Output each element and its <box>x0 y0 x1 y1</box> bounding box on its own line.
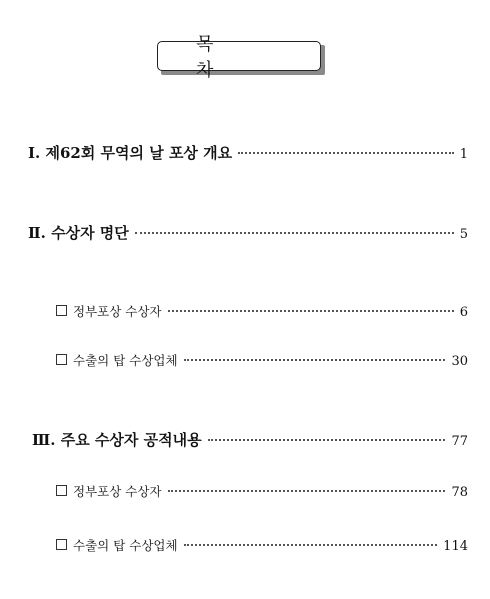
toc-entry-page: 1 <box>459 147 468 162</box>
toc-entry-section-2b[interactable] <box>56 351 468 369</box>
dot-leader <box>238 152 454 154</box>
checkbox-icon <box>56 539 67 550</box>
toc-entry-section-1[interactable] <box>28 142 468 163</box>
dot-leader <box>184 359 446 361</box>
toc-entry-label: 수출의 탑 수상업체 <box>73 353 178 368</box>
title-frame <box>157 34 321 81</box>
toc-entry-label: Ⅰ. 제62회 무역의 날 포상 개요 <box>28 144 233 162</box>
checkbox-icon <box>56 485 67 496</box>
toc-entry-label: 정부포상 수상자 <box>73 484 162 499</box>
toc-entry-section-2a[interactable] <box>56 302 468 320</box>
dot-leader <box>168 490 446 492</box>
toc-entry-section-3b[interactable] <box>56 536 468 554</box>
toc-entry-page: 114 <box>443 539 468 554</box>
toc-entry-page: 77 <box>451 434 468 449</box>
toc-entry-page: 6 <box>459 305 468 320</box>
toc-entry-page: 78 <box>451 485 468 500</box>
toc-entry-label: 수출의 탑 수상업체 <box>73 538 178 553</box>
toc-entry-section-2[interactable] <box>28 222 468 243</box>
toc-entry-page: 5 <box>459 227 468 242</box>
checkbox-icon <box>56 305 67 316</box>
toc-title-box <box>157 34 327 81</box>
page-title: 목 차 <box>196 34 252 81</box>
dot-leader <box>168 310 454 312</box>
toc-entry-label: Ⅲ. 주요 수상자 공적내용 <box>32 431 202 449</box>
toc-entry-label: 정부포상 수상자 <box>73 304 162 319</box>
dot-leader <box>135 232 454 234</box>
dot-leader <box>184 544 438 546</box>
checkbox-icon <box>56 354 67 365</box>
toc-entry-page: 30 <box>451 354 468 369</box>
toc-entry-section-3[interactable] <box>32 429 468 450</box>
toc-entry-label: Ⅱ. 수상자 명단 <box>28 224 129 242</box>
dot-leader <box>208 439 446 441</box>
toc-entry-section-3a[interactable] <box>56 482 468 500</box>
